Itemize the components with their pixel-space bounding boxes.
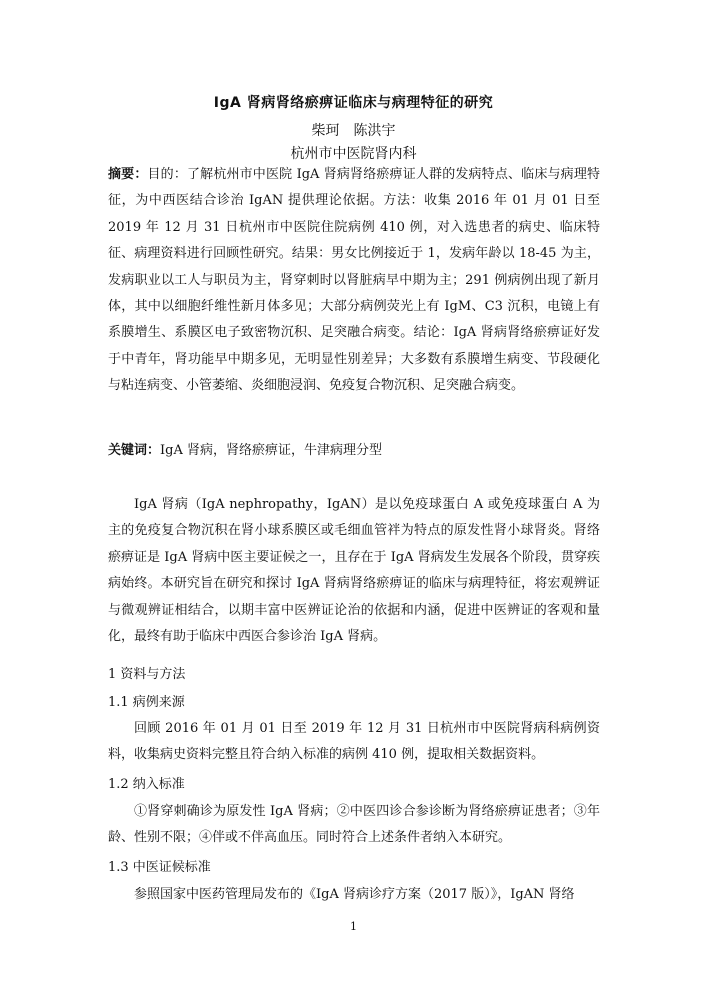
- section-heading: 1 资料与方法: [108, 667, 186, 682]
- subsection-heading: 1.3 中医证候标准: [108, 860, 211, 875]
- subsection-heading: 1.2 纳入标准: [108, 777, 185, 792]
- tcm-standard-paragraph: 参照国家中医药管理局发布的《IgA 肾病诊疗方案（2017 版）》，IgAN 肾络: [134, 887, 575, 902]
- abstract: [108, 162, 600, 400]
- inclusion-criteria-paragraph: ①肾穿刺确诊为原发性 IgA 肾病；②中医四诊合参诊断为肾络瘀痹证患者；③年龄、性别不限；④伴或不伴高血压。同时符合上述条件者纳入本研究。: [108, 804, 600, 846]
- authors: 柴珂 陈洪宇: [311, 123, 396, 139]
- subsection-heading: 1.1 病例来源: [108, 695, 185, 710]
- case-source-paragraph: 回顾 2016 年 01 月 01 日至 2019 年 12 月 31 日杭州市中医院肾病科病例资料，收集病史资料完整且符合纳入标准的病例 410 例，提取相关数据资料。: [108, 721, 600, 763]
- abstract-text: 目的：了解杭州市中医院 IgA 肾病肾络瘀痹证人群的发病特点、临床与病理特征，为中西医结合诊治 IgAN 提供理论依据。方法：收集 2016 年 01 月 01 日至 2019 年 12 月 31 日杭州市中医院住院病例 410 例，对入选患者的病史、临床特征、病理资料进行回顾性研究。结果：男女比例接近于 1，发病年龄以 18-45 为主，发病职业以工人与职员为主，肾穿刺时以肾脏病早中期为主；291 例病例出现了新月体，其中以细胞纤维性新月体多见；大部分病例荧光上有 IgM、C3 沉积，电镜上有系膜增生、系膜区电子致密物沉积、足突融合病变。结论：IgA 肾病肾络瘀痹证好发于中青年，肾功能早中期多见，无明显性别差异；大多数有系膜增生病变、节段硬化与粘连病变、小管萎缩、炎细胞浸润、免疫复合物沉积、足突融合病变。: [108, 167, 600, 394]
- page-number: 1: [350, 920, 357, 933]
- keywords: [108, 438, 600, 464]
- abstract-label: 摘要：: [108, 167, 148, 182]
- affiliation: 杭州市中医院肾内科: [290, 146, 417, 162]
- keywords-text: IgA 肾病，肾络瘀痹证，牛津病理分型: [160, 443, 382, 458]
- paper-title: IgA 肾病肾络瘀痹证临床与病理特征的研究: [213, 95, 494, 111]
- introduction-paragraph: IgA 肾病（IgA nephropathy，IgAN）是以免疫球蛋白 A 或免疫球蛋白 A 为主的免疫复合物沉积在肾小球系膜区或毛细血管袢为特点的原发性肾小球肾炎。肾络瘀痹证是 IgA 肾病中医主要证候之一，且存在于 IgA 肾病发生发展各个阶段，贯穿疾病始终。本研究旨在研究和探讨 IgA 肾病肾络瘀痹证的临床与病理特征，将宏观辨证与微观辨证相结合，以期丰富中医辨证论治的依据和内涵，促进中医辨证的客观和量化，最终有助于临床中西医合参诊治 IgA 肾病。: [108, 497, 600, 645]
- keywords-label: 关键词：: [108, 443, 161, 458]
